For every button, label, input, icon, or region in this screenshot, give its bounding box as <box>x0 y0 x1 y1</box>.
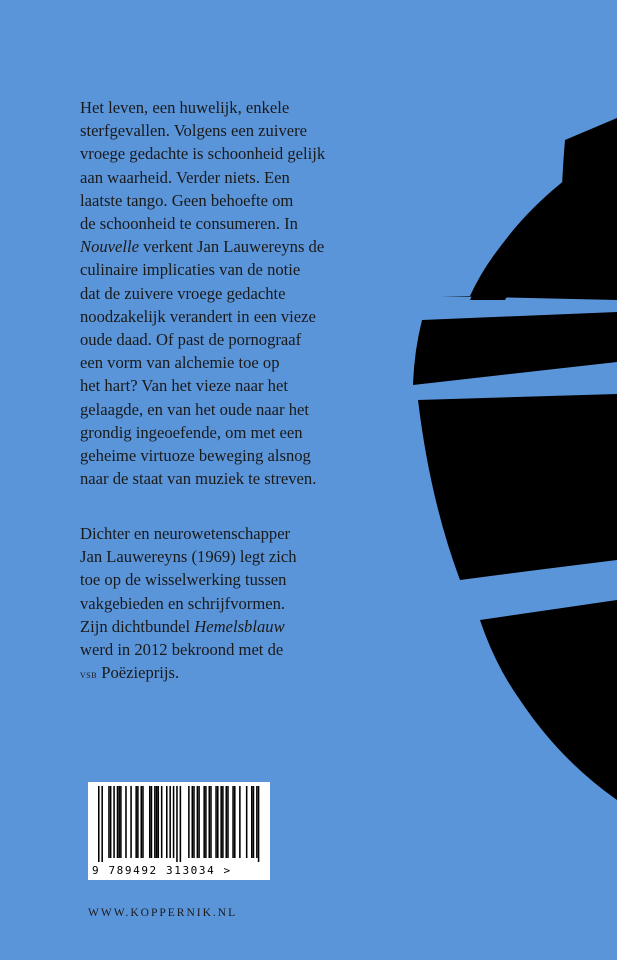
barcode-bar <box>234 786 236 858</box>
blurb-line: een vorm van alchemie toe op <box>80 353 280 373</box>
bio-line: Jan Lauwereyns (1969) legt zich <box>80 547 297 567</box>
blurb-text <box>80 96 420 490</box>
author-bio <box>80 522 420 686</box>
book-title-hemelsblauw: Hemelsblauw <box>194 616 285 636</box>
barcode-bars <box>92 786 266 862</box>
barcode-bar <box>173 786 175 858</box>
book-title-nouvelle: Nouvelle <box>80 237 139 257</box>
graphic-band-3 <box>418 394 617 580</box>
barcode-bar <box>227 786 229 858</box>
barcode-bar <box>232 786 234 858</box>
blurb-line: noodzakelijk verandert in een vieze <box>80 306 316 326</box>
barcode-bar <box>239 786 241 858</box>
blurb-line: oude daad. Of past de pornograaf <box>80 330 302 350</box>
barcode-bar <box>253 786 255 858</box>
barcode-bar <box>108 786 110 858</box>
barcode-bar <box>215 786 217 858</box>
blurb-text: verkent Jan Lauwereyns de <box>138 237 325 257</box>
bio-line: vakgebieden en schrijfvormen. <box>80 593 286 613</box>
barcode-bar <box>141 786 143 858</box>
bio-line <box>80 615 420 638</box>
barcode-bar <box>246 786 248 858</box>
blurb-line: aan waarheid. Verder niets. Een <box>80 167 290 187</box>
barcode-bar <box>226 786 228 858</box>
barcode-bar <box>98 786 100 862</box>
barcode-bar <box>198 786 200 858</box>
blurb-line: gelaagde, en van het oude naar het <box>80 399 309 419</box>
isbn-barcode <box>88 782 270 880</box>
blurb-line: dat de zuivere vroege gedachte <box>80 283 286 303</box>
barcode-bar <box>130 786 132 858</box>
barcode-bar <box>161 786 163 858</box>
barcode-bar <box>154 786 156 858</box>
barcode-bar <box>197 786 199 858</box>
barcode-bar <box>220 786 222 858</box>
barcode-bar <box>210 786 212 858</box>
barcode-bar <box>192 786 194 858</box>
barcode-digits: 9 789492 313034 > <box>92 864 232 877</box>
barcode-bar <box>149 786 151 858</box>
blurb-line: culinaire implicaties van de notie <box>80 260 301 280</box>
barcode-bar <box>256 786 258 858</box>
blurb-line <box>80 235 420 258</box>
barcode-bar <box>156 786 158 858</box>
barcode-bar <box>169 786 171 858</box>
bio-line: toe op de wisselwerking tussen <box>80 570 287 590</box>
blurb-line: grondig ingeoefende, om met een <box>80 422 303 442</box>
barcode-bar <box>193 786 195 858</box>
barcode-bar <box>101 786 103 862</box>
blurb-line: het hart? Van het vieze naar het <box>80 376 288 396</box>
bio-line: werd in 2012 bekroond met de <box>80 640 284 660</box>
bio-text: Poëzieprijs. <box>97 663 180 683</box>
blurb-line: vroege gedachte is schoonheid gelijk <box>80 144 326 164</box>
graphic-band-4 <box>480 600 617 800</box>
barcode-bar <box>135 786 137 858</box>
barcode-bar <box>151 786 153 858</box>
blurb-line: laatste tango. Geen behoefte om <box>80 190 294 210</box>
barcode-bar <box>222 786 224 858</box>
barcode-bar <box>251 786 253 858</box>
barcode-bar <box>203 786 205 858</box>
barcode-bar <box>176 786 178 862</box>
barcode-bar <box>205 786 207 858</box>
bio-line <box>80 661 420 686</box>
barcode-bar <box>209 786 211 858</box>
barcode-bar <box>118 786 120 858</box>
barcode-bar <box>117 786 119 858</box>
barcode-bar <box>158 786 160 858</box>
barcode-bar <box>113 786 115 858</box>
barcode-bar <box>217 786 219 858</box>
barcode-bar <box>142 786 144 858</box>
barcode-bar <box>137 786 139 858</box>
blurb-line: naar de staat van muziek te streven. <box>80 469 317 489</box>
barcode-bar <box>120 786 122 858</box>
barcode-bar <box>258 786 260 862</box>
blurb-line: sterfgevallen. Volgens een zuivere <box>80 121 308 141</box>
blurb-line: Het leven, een huwelijk, enkele <box>80 98 290 117</box>
blurb-line: de schoonheid te consumeren. In <box>80 214 298 234</box>
graphic-band-2 <box>413 312 617 385</box>
graphic-band-1 <box>440 160 617 300</box>
barcode-bar <box>125 786 127 858</box>
publisher-website: WWW.KOPPERNIK.NL <box>88 907 238 919</box>
vsb-abbreviation: vsb <box>80 667 98 682</box>
barcode-bar <box>110 786 112 858</box>
barcode-bar <box>166 786 168 858</box>
barcode-bar <box>188 786 190 858</box>
barcode-bar <box>180 786 182 862</box>
blurb-line: geheime virtuoze beweging alsnog <box>80 446 311 466</box>
bio-line: Dichter en neurowetenschapper <box>80 524 291 543</box>
bio-text: Zijn dichtbundel <box>80 616 195 636</box>
